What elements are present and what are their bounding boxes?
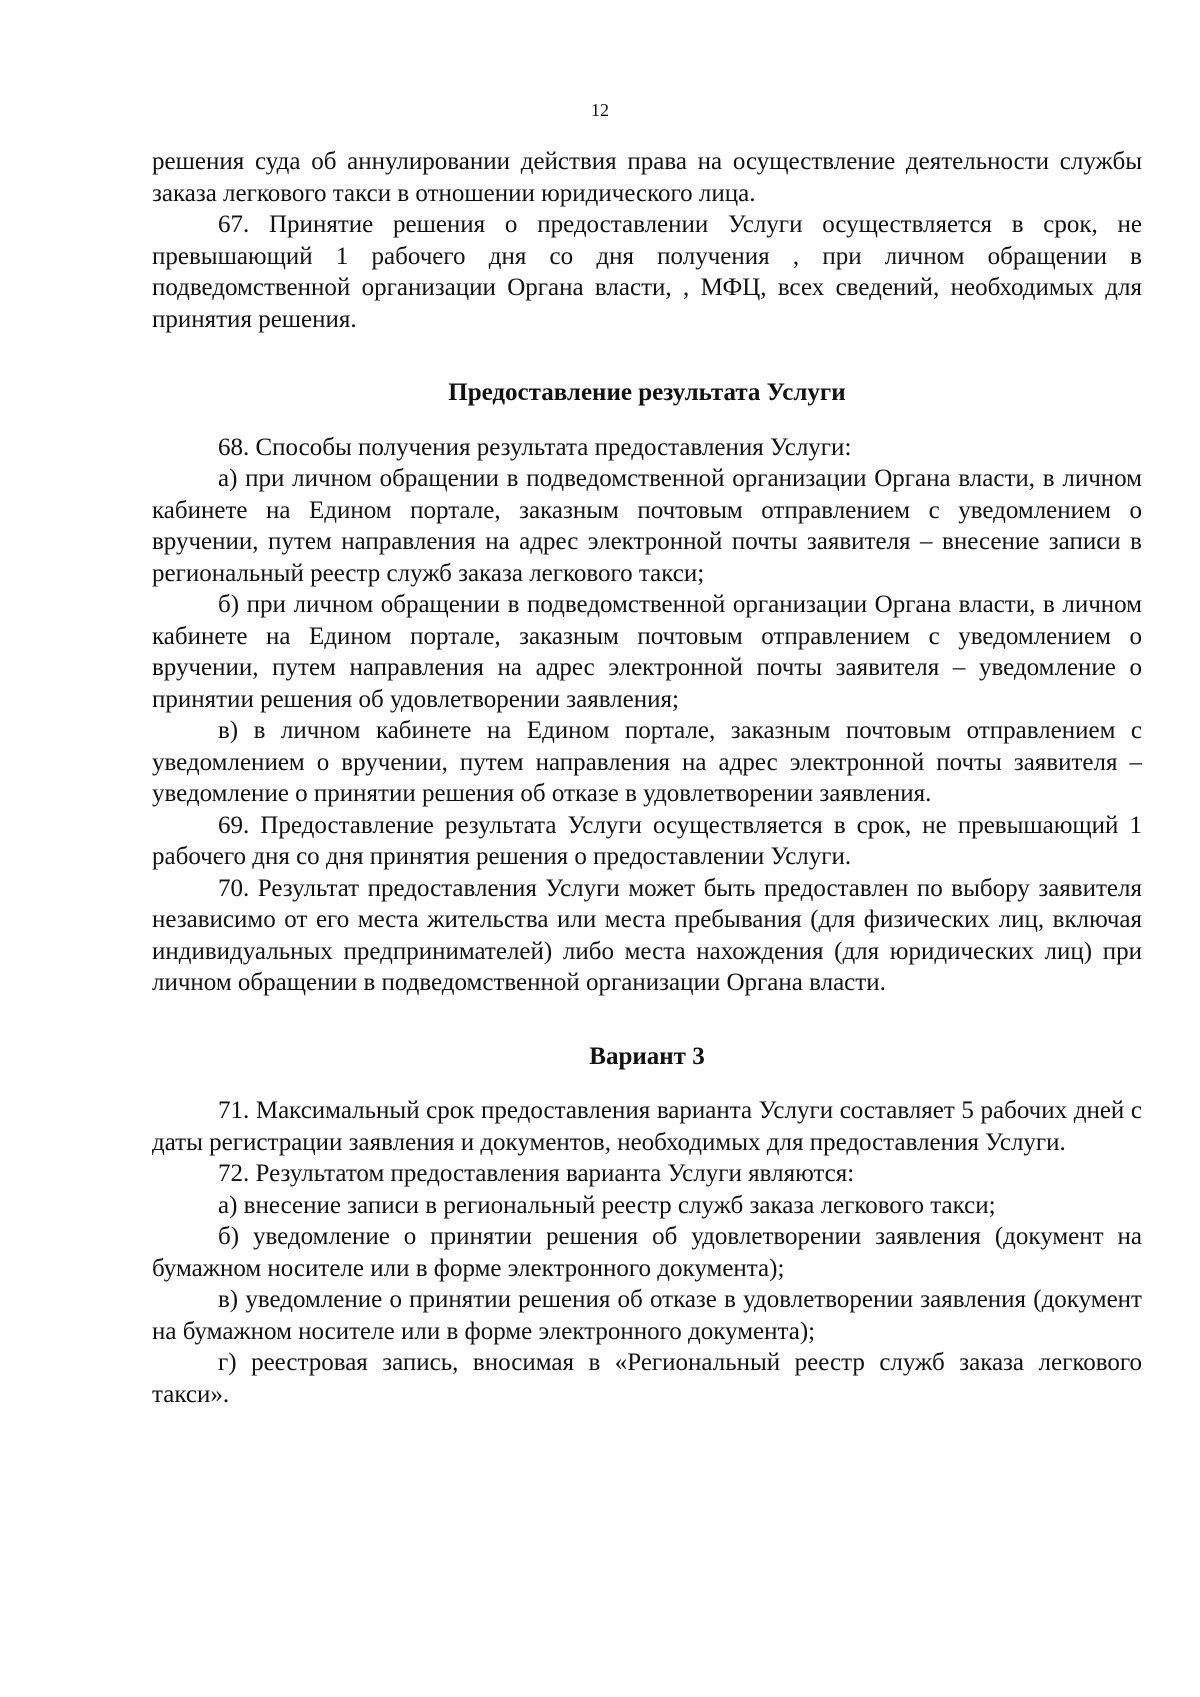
paragraph-72-a: а) внесение записи в региональный реестр служб заказа легкового такси;	[218, 1191, 996, 1219]
paragraph-71: 71. Максимальный срок предоставления варианта Услуги составляет 5 рабочих дней с даты регистрации заявления и документов, необходимых для предоставления Услуги.	[152, 1097, 1142, 1156]
paragraph-72-g: г) реестровая запись, вносимая в «Региональный реестр служб заказа легкового такси».	[152, 1349, 1142, 1408]
paragraph-69: 69. Предоставление результата Услуги осуществляется в срок, не превышающий 1 рабочего дня со дня принятия решения о предоставлении Услуги.	[152, 811, 1142, 870]
paragraph-67: 67. Принятие решения о предоставлении Услуги осуществляется в срок, не превышающий 1 рабочего дня со дня получения , при личном обращении в подведомственной организации Органа власти, , МФЦ, всех сведений, необходимых для принятия решения.	[152, 211, 1142, 333]
paragraph-72-v: в) уведомление о принятии решения об отказе в удовлетворении заявления (документ на бумажном носителе или в форме электронного документа);	[152, 1286, 1142, 1345]
paragraph-72-b: б) уведомление о принятии решения об удовлетворении заявления (документ на бумажном носителе или в форме электронного документа);	[152, 1223, 1142, 1282]
section-heading-result: Предоставление результата Услуги	[448, 379, 846, 406]
document-body	[152, 146, 1142, 1410]
page-number: 12	[591, 100, 609, 120]
paragraph-68-a: а) при личном обращении в подведомственной организации Органа власти, в личном кабинете на Едином портале, заказным почтовым отправлением с уведомлением о вручении, путем направления на адрес электронной почты заявителя – внесение записи в региональный реестр служб заказа легкового такси;	[152, 465, 1142, 587]
paragraph-68-v: в) в личном кабинете на Едином портале, заказным почтовым отправлением с уведомлением о вручении, путем направления на адрес электронной почты заявителя – уведомление о принятии решения об отказе в удовлетворении заявления.	[152, 717, 1142, 807]
paragraph-72: 72. Результатом предоставления варианта Услуги являются:	[218, 1160, 855, 1187]
paragraph-70: 70. Результат предоставления Услуги может быть предоставлен по выбору заявителя независимо от его места жительства или места пребывания (для физических лиц, включая индивидуальных предпринимателей) либо места нахождения (для юридических лиц) при личном обращении в подведомственной организации Органа власти.	[152, 874, 1142, 996]
paragraph-68: 68. Способы получения результата предоставления Услуги:	[218, 433, 852, 461]
section-heading-variant-3: Вариант 3	[589, 1042, 705, 1070]
paragraph-continuation: решения суда об аннулировании действия права на осуществление деятельности службы заказа легкового такси в отношении юридического лица.	[152, 148, 1142, 207]
paragraph-68-b: б) при личном обращении в подведомственной организации Органа власти, в личном кабинете на Едином портале, заказным почтовым отправлением с уведомлением о вручении, путем направления на адрес электронной почты заявителя – уведомление о принятии решения об удовлетворении заявления;	[152, 591, 1142, 713]
